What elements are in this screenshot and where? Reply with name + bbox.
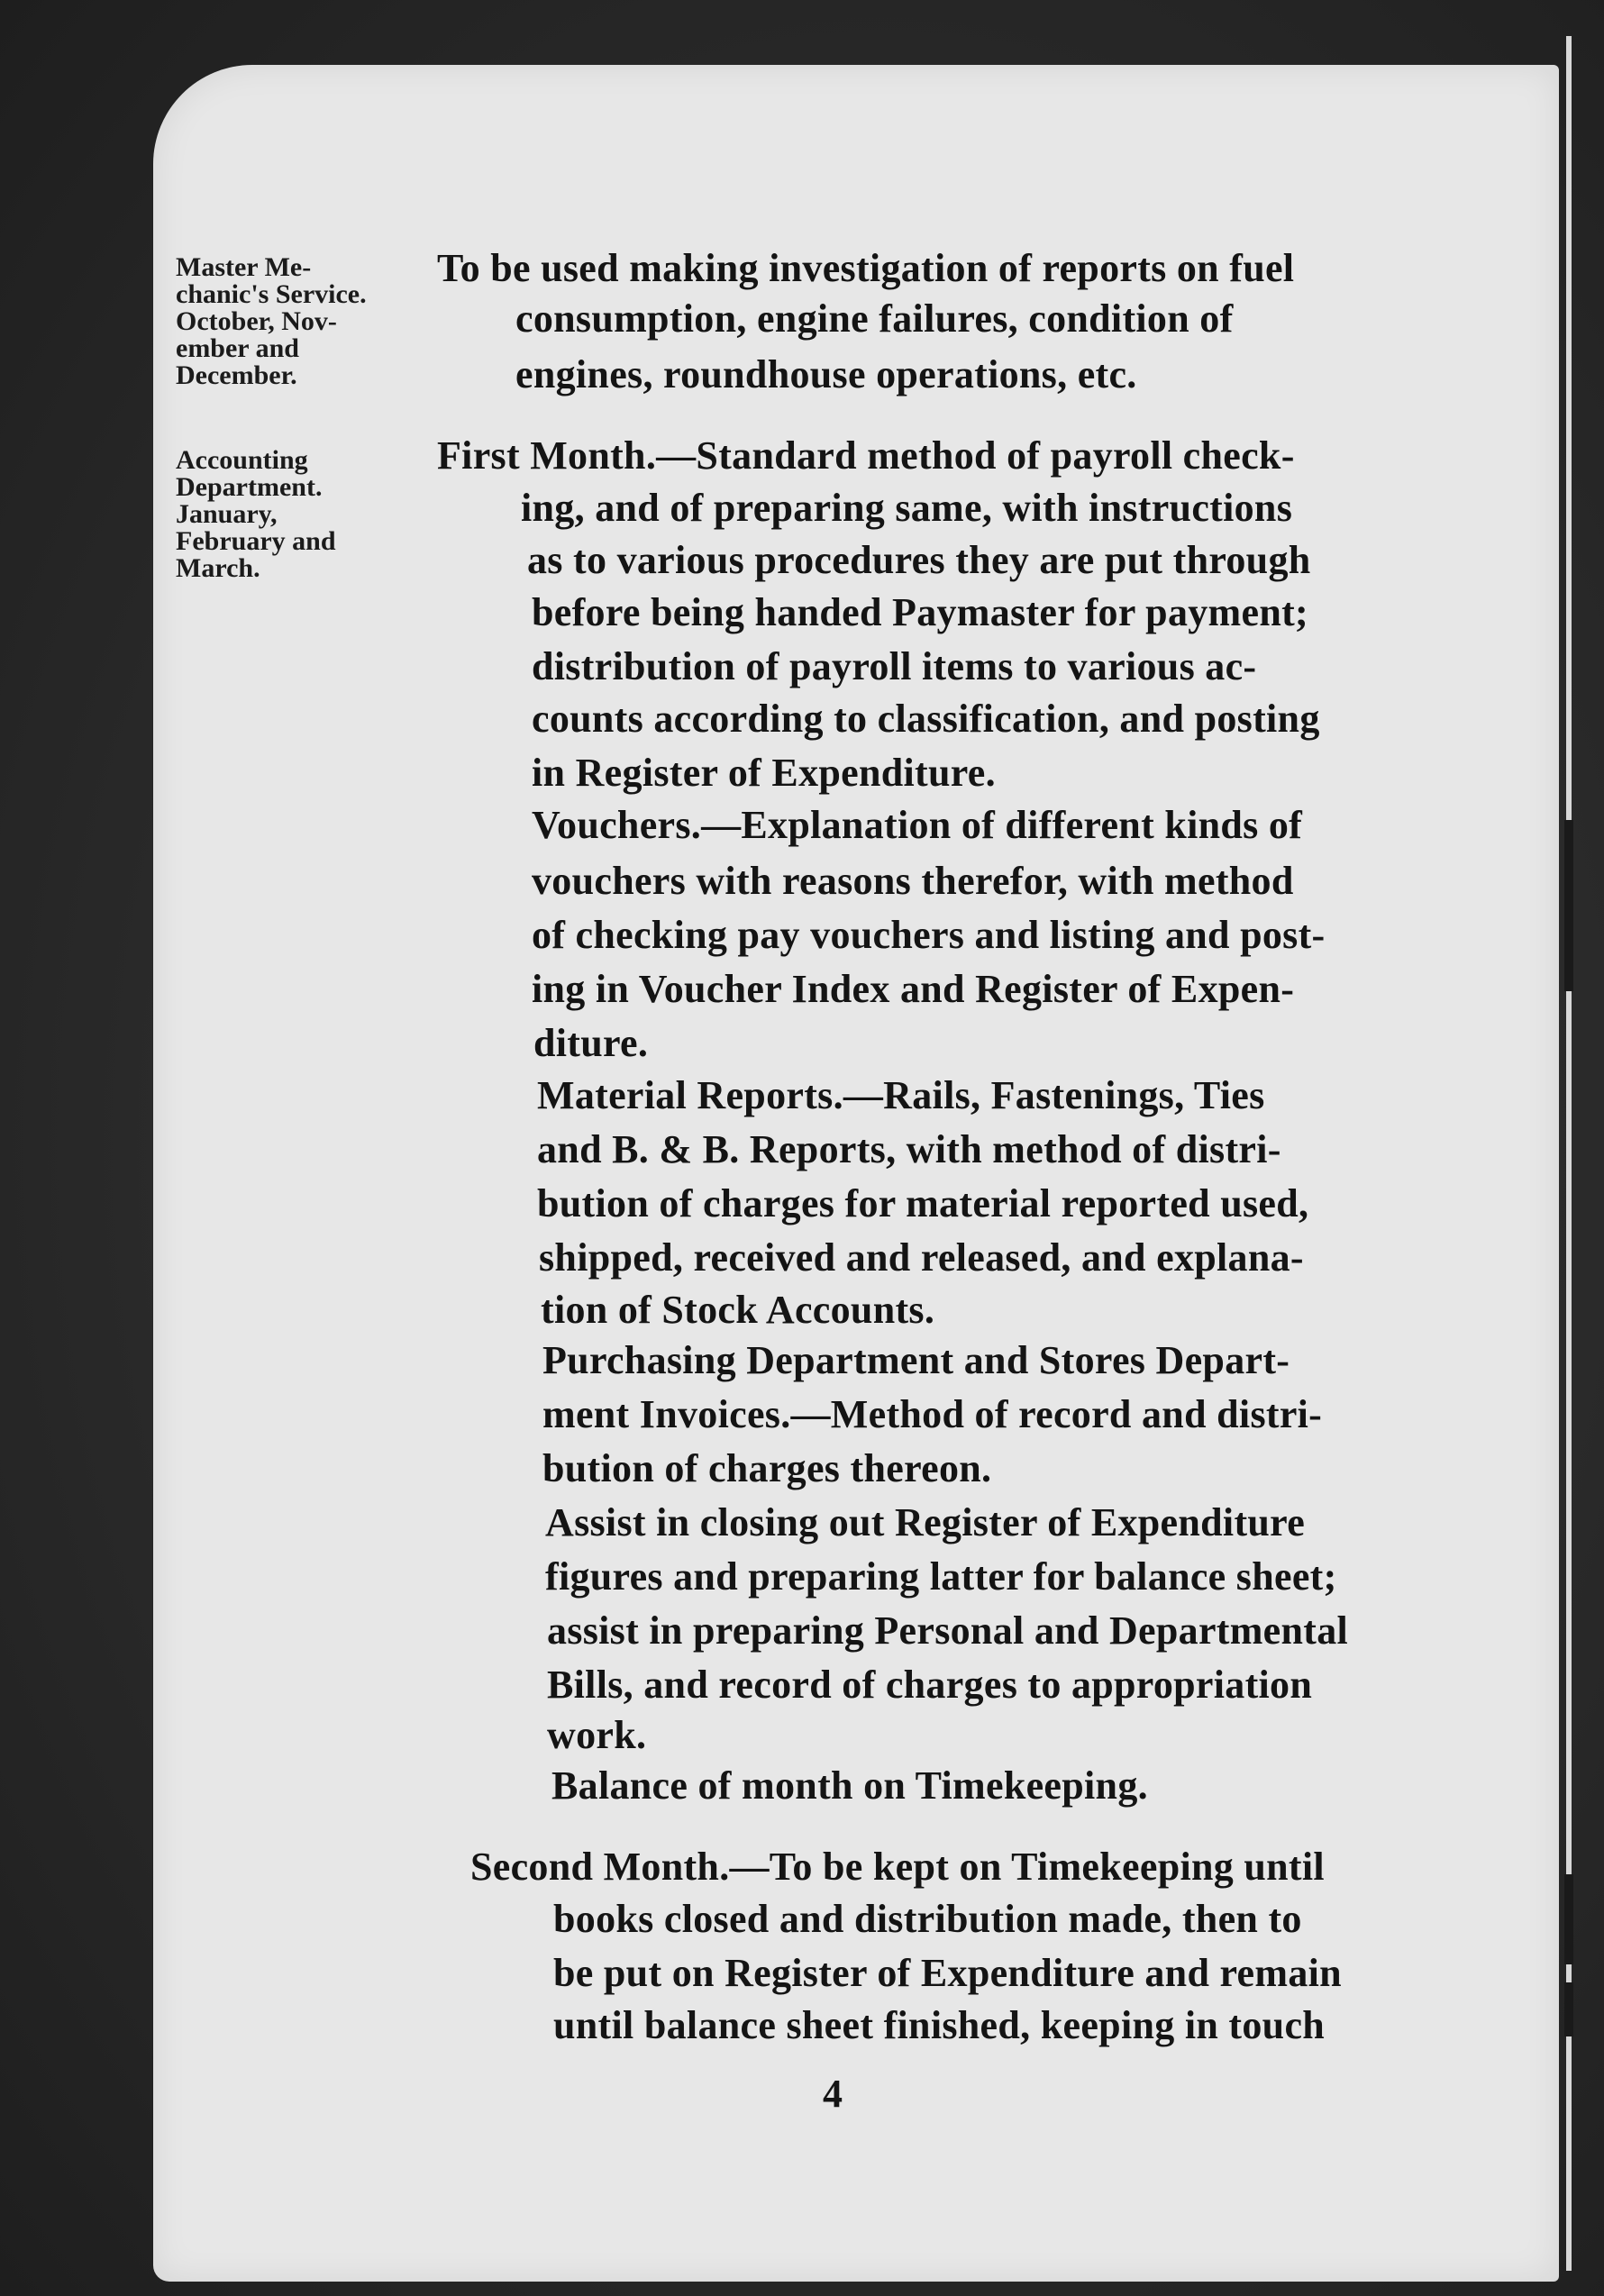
text-line: as to various procedures they are put through [527,538,1311,582]
text-line: vouchers with reasons therefor, with method [532,859,1294,903]
adjacent-page-edge [1566,36,1572,2271]
text-line: books closed and distribution made, then to [553,1897,1302,1941]
text-line: To be used making investigation of reports on fuel [437,246,1295,290]
sidenote-line: chanic's Service. [176,279,367,309]
text-line: be put on Register of Expenditure and remain [553,1951,1342,1995]
sidenote-line: March. [176,553,260,583]
text-line: First Month.—Standard method of payroll check- [437,433,1295,478]
text-line: Vouchers.—Explanation of different kinds of [532,803,1303,847]
sidenote-accounting [176,447,433,582]
text-line: diture. [533,1021,649,1065]
text-line: until balance sheet finished, keeping in touch [553,2003,1326,2047]
text-line: bution of charges thereon. [542,1446,992,1490]
text-line: distribution of payroll items to various ac- [532,644,1257,688]
text-line: ment Invoices.—Method of record and distri- [542,1392,1323,1436]
text-line: bution of charges for material reported used, [537,1181,1309,1225]
sidenote-line: October, Nov- [176,306,337,336]
text-line: ing, and of preparing same, with instructions [521,486,1293,530]
text-line: Material Reports.—Rails, Fastenings, Ties [537,1073,1265,1117]
page-number: 4 [823,2072,843,2116]
text-line: engines, roundhouse operations, etc. [515,352,1137,396]
text-line: ing in Voucher Index and Register of Expen- [532,967,1295,1011]
text-line: Second Month.—To be kept on Timekeeping until [470,1845,1325,1889]
text-line: assist in preparing Personal and Departmental [547,1608,1349,1653]
sidenote-line: Accounting [176,445,308,475]
text-line: and B. & B. Reports, with method of distri- [537,1127,1281,1171]
book-page [153,65,1559,2282]
text-line: work. [547,1713,647,1757]
sidenote-line: ember and [176,333,299,363]
text-line: Purchasing Department and Stores Depart- [542,1338,1290,1382]
text-line: counts according to classification, and posting [532,697,1320,741]
text-line: in Register of Expenditure. [532,751,996,795]
sidenote-master-mechanic [176,254,433,389]
sidenote-line: February and [176,526,336,556]
sidenote-line: Department. [176,472,323,502]
text-line: Assist in closing out Register of Expenditure [545,1500,1306,1544]
sidenote-line: January, [176,499,278,529]
text-line: Balance of month on Timekeeping. [551,1763,1148,1808]
sidenote-line: Master Me- [176,252,312,282]
text-line: shipped, received and released, and explana- [539,1235,1304,1280]
text-line: figures and preparing latter for balance sheet; [545,1554,1337,1599]
text-line: tion of Stock Accounts. [541,1288,935,1332]
text-line: Bills, and record of charges to appropriation [547,1663,1313,1707]
sidenote-line: December. [176,360,297,390]
text-line: of checking pay vouchers and listing and post- [532,913,1326,957]
text-line: before being handed Paymaster for payment; [532,590,1309,634]
text-line: consumption, engine failures, condition of [515,296,1234,341]
